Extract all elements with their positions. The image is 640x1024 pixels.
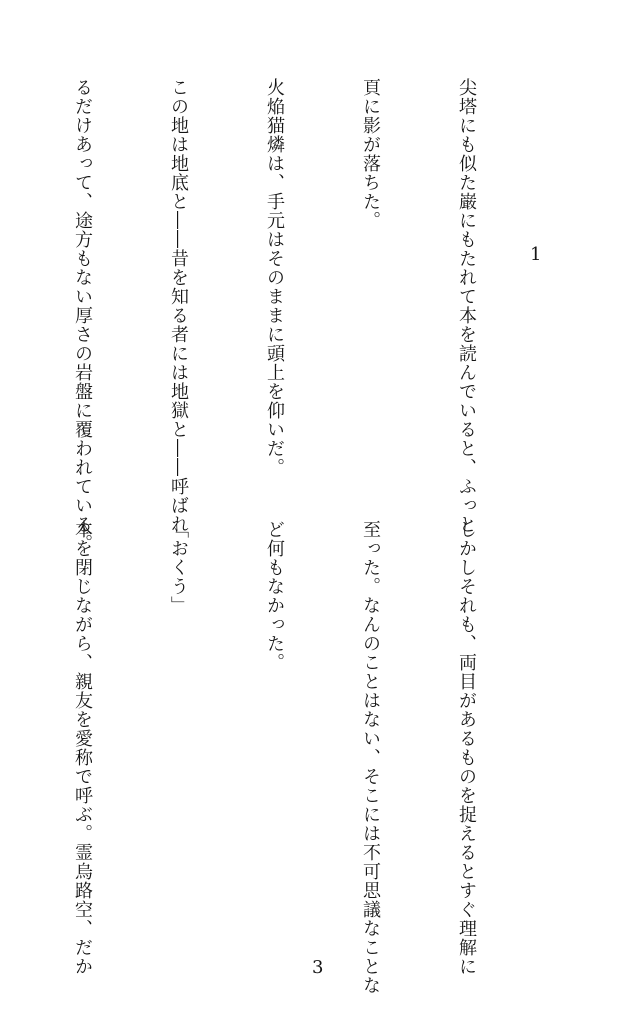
text-line: この地は地底と――昔を知る者には地獄と――呼ばれ (168, 78, 189, 534)
page-number: 3 (312, 957, 324, 978)
text-line: ど何もなかった。 (264, 520, 285, 672)
text-block-lower (0, 520, 546, 995)
chapter-number: 1 (530, 244, 542, 265)
text-line: しかしそれも、両目があるものを捉えるとすぐ理解に (456, 520, 477, 976)
text-block-upper (0, 78, 546, 553)
text-line: 火焔猫燐は、手元はそのままに頭上を仰いだ。 (264, 78, 285, 477)
text-line (0, 78, 2, 498)
text-line: 至った。なんのことはない、そこには不可思議なことな (360, 520, 381, 995)
text-line (0, 520, 2, 950)
text-line: 本を閉じながら、親友を愛称で呼ぶ。霊烏路空、だか (72, 520, 93, 976)
text-line: 「おくう」 (168, 520, 189, 615)
text-line: 頁に影が落ちた。 (360, 78, 381, 230)
text-line: 尖塔にも似た巌にもたれて本を読んでいると、ふっと (456, 78, 477, 534)
text-line: るだけあって、途方もない厚さの岩盤に覆われている。 (72, 78, 93, 553)
